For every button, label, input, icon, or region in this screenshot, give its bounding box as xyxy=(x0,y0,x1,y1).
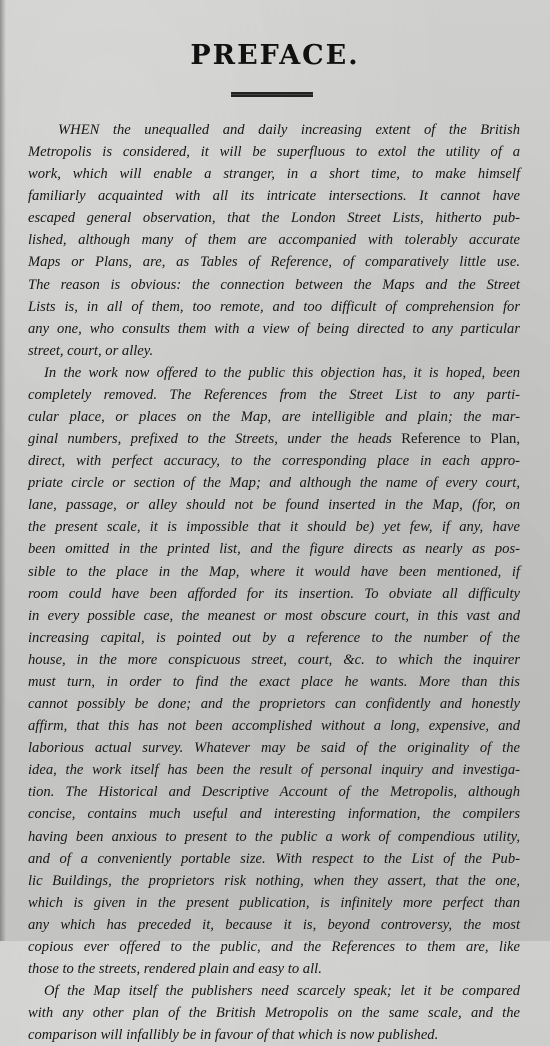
text-line: Maps or Plans, are, as Tables of Reference, of comparatively little use. xyxy=(28,254,520,271)
text-line: the present scale, it is impossible that it should be) yet few, if any, have xyxy=(28,519,520,536)
text-line: copious ever offered to the public, and the References to them are, like xyxy=(28,938,520,955)
text-line: affirm, that this has not been accomplished without a long, expensive, and xyxy=(28,718,520,735)
text-line: and of a conveniently portable size. With respect to the List of the Pub- xyxy=(28,850,520,867)
text-line: having been anxious to present to the public a work of compendious utility, xyxy=(28,828,520,845)
text-line: concise, contains much useful and interesting information, the compilers xyxy=(28,806,520,823)
text-line: work, which will enable a stranger, in a short time, to make himself xyxy=(28,166,520,183)
text-line: cular place, or places on the Map, are intelligible and plain; the mar- xyxy=(28,409,520,426)
preface-body xyxy=(28,119,520,1046)
text-line: must turn, in order to find the exact place he wants. More than this xyxy=(28,673,520,690)
paragraph-2 xyxy=(28,362,520,980)
text-line: those to the streets, rendered plain and easy to all. xyxy=(28,960,322,977)
text-line: completely removed. The References from the Street List to any parti- xyxy=(28,386,520,403)
text-line: laborious actual survey. Whatever may be said of the originality of the xyxy=(28,740,520,757)
text-line: lane, passage, or alley should not be found inserted in the Map, (for, on xyxy=(28,497,520,514)
title-divider xyxy=(231,92,313,97)
text-line: direct, with perfect accuracy, to the corresponding place in each appro- xyxy=(28,453,520,470)
text-line: The reason is obvious: the connection between the Maps and the Street xyxy=(28,276,520,293)
text-line: street, court, or alley. xyxy=(28,342,154,359)
text-line: idea, the work itself has been the result of personal inquiry and investiga- xyxy=(28,762,520,779)
text-line: Of the Map itself the publishers need scarcely speak; let it be compared xyxy=(44,983,520,1000)
paragraph-3 xyxy=(28,980,520,1046)
roman-phrase: Reference to Plan, xyxy=(401,431,520,448)
text-line-with-roman-phrase xyxy=(28,428,520,450)
text-line: sible to the place in the Map, where it would have been mentioned, if xyxy=(28,563,520,580)
text-line: increasing capital, is pointed out by a reference to the number of the xyxy=(28,629,520,646)
text-line: Metropolis is considered, it will be superfluous to extol the utility of a xyxy=(28,144,520,161)
paragraph-1 xyxy=(28,119,520,362)
text-line: escaped general observation, that the London Street Lists, hitherto pub- xyxy=(28,210,520,227)
text-line: familiarly acquainted with all its intricate intersections. It cannot have xyxy=(28,188,520,205)
text-line-fragment: ginal numbers, prefixed to the Streets, under the heads xyxy=(28,431,392,448)
text-line: lic Buildings, the proprietors risk nothing, when they assert, that the one, xyxy=(28,872,520,889)
page-left-edge-shadow xyxy=(0,0,6,941)
text-line: house, in the more conspicuous street, court, &c. to which the inquirer xyxy=(28,651,520,668)
text-line: tion. The Historical and Descriptive Account of the Metropolis, although xyxy=(28,784,520,801)
text-line: been omitted in the printed list, and the figure directs as nearly as pos- xyxy=(28,541,520,558)
text-line: WHEN the unequalled and daily increasing extent of the British xyxy=(58,122,520,138)
text-line: in every possible case, the meanest or most obscure court, in this vast and xyxy=(28,607,520,624)
text-line: room could have been afforded for its insertion. To obviate all difficulty xyxy=(28,585,520,602)
text-line: lished, although many of them are accompanied with tolerably accurate xyxy=(28,232,520,249)
text-line: with any other plan of the British Metropolis on the same scale, and the xyxy=(28,1005,520,1022)
text-line: priate circle or section of the Map; and although the name of every court, xyxy=(28,475,520,492)
text-line: cannot possibly be done; and the proprietors can confidently and honestly xyxy=(28,696,520,713)
text-line: comparison will infallibly be in favour of that which is now published. xyxy=(28,1027,439,1044)
page-title: PREFACE. xyxy=(190,40,360,71)
text-line: any one, who consults them with a view of being directed to any particular xyxy=(28,320,520,337)
text-line: In the work now offered to the public this objection has, it is hoped, been xyxy=(44,364,520,381)
text-line: which is given in the present publication, is infinitely more perfect than xyxy=(28,894,520,911)
text-line: any which has preceded it, because it is, beyond controversy, the most xyxy=(28,916,520,933)
text-line: Lists is, in all of them, too remote, and too difficult of comprehension for xyxy=(28,298,520,315)
